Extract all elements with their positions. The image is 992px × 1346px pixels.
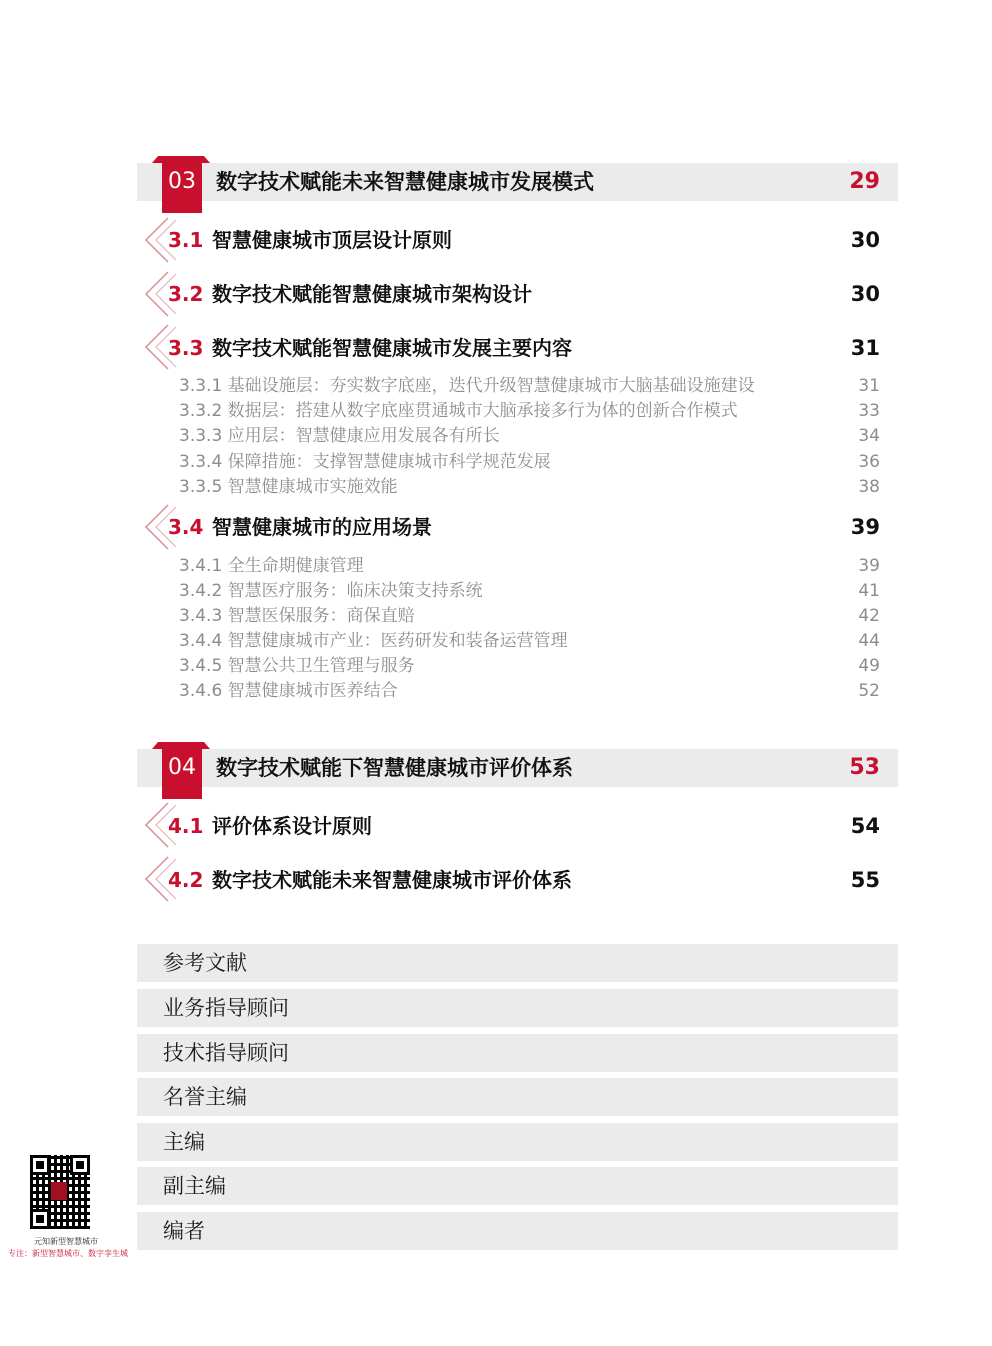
chapter-03-title[interactable]: 数字技术赋能未来智慧健康城市发展模式 bbox=[216, 170, 594, 194]
subsection-3-4-6-title[interactable]: 3.4.6 智慧健康城市医养结合 bbox=[179, 681, 398, 701]
subsection-3-3-4-title[interactable]: 3.3.4 保障措施：支撑智慧健康城市科学规范发展 bbox=[179, 452, 551, 472]
appendix-business-advisors[interactable] bbox=[137, 989, 898, 1027]
section-4-1-number: 4.1 bbox=[168, 814, 204, 838]
subsection-3-3-2-page: 33 bbox=[858, 401, 880, 421]
subsection-3-4-3-title[interactable]: 3.4.3 智慧医保服务：商保直赔 bbox=[179, 606, 415, 626]
subsection-3-4-6-page: 52 bbox=[858, 681, 880, 701]
appendix-technical-advisors-label: 技术指导顾问 bbox=[163, 1041, 289, 1065]
subsection-3-4-3-page: 42 bbox=[858, 606, 880, 626]
subsection-3-4-2-title[interactable]: 3.4.2 智慧医疗服务：临床决策支持系统 bbox=[179, 581, 483, 601]
section-4-2-title[interactable]: 数字技术赋能未来智慧健康城市评价体系 bbox=[212, 868, 572, 892]
appendix-technical-advisors[interactable] bbox=[137, 1034, 898, 1072]
qr-finder-bottom-left bbox=[30, 1209, 50, 1229]
subsection-3-3-4-page: 36 bbox=[858, 452, 880, 472]
subsection-3-3-5-page: 38 bbox=[858, 477, 880, 497]
appendix-deputy-editor-label: 副主编 bbox=[163, 1174, 226, 1198]
chapter-04-tab-top bbox=[152, 742, 210, 749]
section-3-2-page: 30 bbox=[850, 282, 880, 306]
qr-caption-focus: 专注：新型智慧城市、数字孪生城 bbox=[8, 1249, 128, 1258]
appendix-editor-in-chief[interactable] bbox=[137, 1123, 898, 1161]
subsection-3-3-3-title[interactable]: 3.3.3 应用层：智慧健康应用发展各有所长 bbox=[179, 426, 500, 446]
chapter-04-title[interactable]: 数字技术赋能下智慧健康城市评价体系 bbox=[216, 756, 573, 780]
section-3-1-page: 30 bbox=[850, 228, 880, 252]
subsection-3-3-5-title[interactable]: 3.3.5 智慧健康城市实施效能 bbox=[179, 477, 398, 497]
chapter-03-number: 03 bbox=[168, 169, 196, 194]
subsection-3-3-1-title[interactable]: 3.3.1 基础设施层：夯实数字底座，迭代升级智慧健康城市大脑基础设施建设 bbox=[179, 376, 755, 396]
section-4-2-page: 55 bbox=[850, 868, 880, 892]
subsection-3-4-1-page: 39 bbox=[858, 556, 880, 576]
appendix-deputy-editor[interactable] bbox=[137, 1167, 898, 1205]
chapter-03-page: 29 bbox=[849, 169, 880, 194]
subsection-3-3-2-title[interactable]: 3.3.2 数据层：搭建从数字底座贯通城市大脑承接多行为体的创新合作模式 bbox=[179, 401, 738, 421]
subsection-3-4-1-title[interactable]: 3.4.1 全生命期健康管理 bbox=[179, 556, 364, 576]
section-3-4-title[interactable]: 智慧健康城市的应用场景 bbox=[212, 515, 432, 539]
chapter-04-page: 53 bbox=[849, 755, 880, 780]
appendix-business-advisors-label: 业务指导顾问 bbox=[163, 996, 289, 1020]
subsection-3-4-2-page: 41 bbox=[858, 581, 880, 601]
section-3-3-page: 31 bbox=[850, 336, 880, 360]
section-3-4-page: 39 bbox=[850, 515, 880, 539]
section-4-2-number: 4.2 bbox=[168, 868, 204, 892]
subsection-3-3-1-page: 31 bbox=[858, 376, 880, 396]
appendix-references[interactable] bbox=[137, 944, 898, 982]
qr-finder-top-right bbox=[70, 1155, 90, 1175]
subsection-3-4-4-page: 44 bbox=[858, 631, 880, 651]
qr-finder-top-left bbox=[30, 1155, 50, 1175]
section-3-4-number: 3.4 bbox=[168, 515, 204, 539]
section-3-2-number: 3.2 bbox=[168, 282, 204, 306]
subsection-3-4-4-title[interactable]: 3.4.4 智慧健康城市产业：医药研发和装备运营管理 bbox=[179, 631, 568, 651]
appendix-editors[interactable] bbox=[137, 1212, 898, 1250]
subsection-3-3-3-page: 34 bbox=[858, 426, 880, 446]
chapter-03-tab-top bbox=[152, 156, 210, 163]
subsection-3-4-5-title[interactable]: 3.4.5 智慧公共卫生管理与服务 bbox=[179, 656, 415, 676]
qr-caption-name: 元知新型智慧城市 bbox=[34, 1237, 98, 1246]
qr-logo bbox=[51, 1182, 67, 1200]
section-4-1-page: 54 bbox=[850, 814, 880, 838]
appendix-honorary-editor-label: 名誉主编 bbox=[163, 1085, 247, 1109]
section-4-1-title[interactable]: 评价体系设计原则 bbox=[212, 814, 372, 838]
section-3-1-title[interactable]: 智慧健康城市顶层设计原则 bbox=[212, 228, 452, 252]
appendix-honorary-editor[interactable] bbox=[137, 1078, 898, 1116]
subsection-3-4-5-page: 49 bbox=[858, 656, 880, 676]
section-3-2-title[interactable]: 数字技术赋能智慧健康城市架构设计 bbox=[212, 282, 532, 306]
appendix-editor-in-chief-label: 主编 bbox=[163, 1130, 205, 1154]
section-3-3-number: 3.3 bbox=[168, 336, 204, 360]
section-3-1-number: 3.1 bbox=[168, 228, 204, 252]
appendix-references-label: 参考文献 bbox=[163, 951, 247, 975]
section-3-3-title[interactable]: 数字技术赋能智慧健康城市发展主要内容 bbox=[212, 336, 572, 360]
chapter-04-number: 04 bbox=[168, 755, 196, 780]
appendix-editors-label: 编者 bbox=[163, 1219, 205, 1243]
